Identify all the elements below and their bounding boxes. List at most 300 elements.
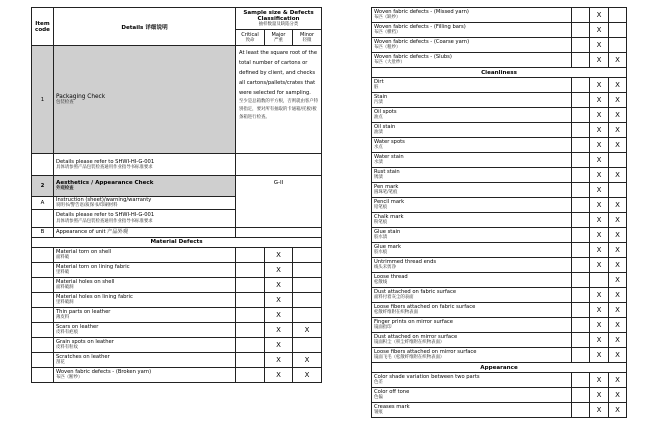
row-code [32,322,54,337]
critical-mark [572,273,590,288]
defect-name-zh: 铅笔痕 [374,205,388,211]
critical-mark [572,303,590,318]
defect-name: Untrimmed thread ends [374,259,437,266]
defect-description [54,352,236,367]
critical-mark [572,243,590,258]
aesthetics-b-line: Appearance of unit 产品外观 [54,227,236,237]
defect-name-zh: 水渍 [374,160,383,166]
right-defects-table [371,7,627,418]
defect-name-zh: 色差 [374,380,383,386]
aesthetics-b-blank [236,227,322,237]
major-mark: X [590,333,609,348]
defect-name-zh: 污渍 [374,100,383,106]
row-code [32,337,54,352]
header-row [32,8,322,30]
defect-name-zh: 镜面飞毛（松散纤维附在织物表面） [374,355,445,361]
aesthetics-code: 2 [32,176,54,197]
critical-mark [572,318,590,333]
defect-name-zh: 脏 [374,85,379,91]
defect-name: Scars on leather [56,323,99,330]
defect-name-zh: 里料破 [56,270,70,276]
critical-mark [572,288,590,303]
defect-row [32,277,322,292]
defect-name: Pencil mark [374,199,405,206]
defect-row [372,288,627,303]
minor-mark: X [609,108,627,123]
row-code [32,277,54,292]
defect-name: Woven fabric defects - (Slubs) [374,54,452,61]
minor-mark: X [609,333,627,348]
defect-name: Material torn on lining fabric [56,263,130,270]
major-mark: X [265,247,293,262]
minor-mark: X [609,318,627,333]
defect-row [372,273,627,288]
major-mark: X [590,38,609,53]
defect-name: Rust stain [374,169,400,176]
critical-mark [572,388,590,403]
aesthetics-b-code: B [32,227,54,237]
defect-name-zh: 布匹（断纱） [56,375,83,381]
item-code-header: Item code [32,8,54,46]
row-code [32,367,54,382]
defect-description [372,8,572,23]
minor-label: Minor [300,31,315,38]
minor-mark [609,8,627,23]
critical-mark [572,348,590,363]
defect-name: Thin parts on leather [56,308,111,315]
defect-name: Dust attached on fabric surface [374,289,457,296]
defect-description [54,262,236,277]
defect-name: Water spots [374,139,405,146]
woven-defects-body [372,8,627,68]
defect-description [372,348,572,363]
appearance-section-row [372,363,627,373]
minor-mark: X [609,348,627,363]
packaging-sampling-text-zh: 至少是总箱数的平方根，否则就由客户特别指定，要对所有抽取的卡通箱/托板/板条箱进行检查。 [239,99,319,120]
defect-name: Scratches on leather [56,353,110,360]
critical-mark [236,292,265,307]
defect-description [372,198,572,213]
major-mark: X [590,348,609,363]
appearance-heading: Appearance [372,363,627,373]
critical-mark [572,213,590,228]
defect-name: Material holes on lining fabric [56,293,133,300]
defect-description [372,168,572,183]
defect-description [372,388,572,403]
minor-mark [293,307,322,322]
major-mark: X [265,277,293,292]
sample-size-label-zh: 抽样数量及缺陷分类 [258,21,299,27]
defect-name: Material torn on shell [56,248,112,255]
defect-description [54,367,236,382]
major-mark: X [590,243,609,258]
defect-name-zh: 面料破洞 [56,285,74,291]
aesthetics-a-line2: Details please refer to SHWI-HI-G-001 [56,212,155,219]
defect-row [372,53,627,68]
material-defects-body [32,247,322,382]
packaging-details-code [32,154,54,176]
defect-row [372,213,627,228]
defect-row [372,93,627,108]
defect-name-zh: 薄皮料 [56,315,70,321]
defect-description [54,292,236,307]
defect-description [372,273,572,288]
minor-mark: X [609,273,627,288]
critical-mark [572,168,590,183]
major-mark: X [590,183,609,198]
defect-row [32,322,322,337]
packaging-sampling-cell [236,46,322,154]
defect-name: Material holes on shell [56,278,115,285]
major-mark: X [590,23,609,38]
cleanliness-body [372,78,627,363]
defect-description [372,228,572,243]
critical-mark [236,352,265,367]
minor-mark [293,337,322,352]
major-mark: X [590,153,609,168]
critical-mark [572,53,590,68]
critical-mark [572,198,590,213]
defect-name: Woven fabric defects - (Broken yarn) [56,368,152,375]
defect-name-zh: 胶水渍 [374,235,388,241]
aesthetics-title: Aesthetics / Appearance Check [56,180,154,187]
critical-mark [572,333,590,348]
defect-description [372,23,572,38]
minor-mark [293,247,322,262]
minor-mark: X [609,78,627,93]
major-mark: X [265,307,293,322]
aesthetics-a-line1-cell [54,197,236,210]
major-mark: X [590,198,609,213]
minor-mark: X [609,138,627,153]
defect-name: Loose fibers attached on fabric surface [374,304,476,311]
critical-mark [572,123,590,138]
minor-mark [293,292,322,307]
minor-mark [609,183,627,198]
defect-name-zh: 镜面指印 [374,325,392,331]
defect-description [372,333,572,348]
defect-row [32,292,322,307]
critical-mark [572,8,590,23]
defect-description [372,288,572,303]
defect-description [372,108,572,123]
defect-name-zh: 布匹（粗纱） [374,45,401,51]
minor-mark: X [609,403,627,418]
major-mark [590,273,609,288]
major-mark: X [265,352,293,367]
major-mark: X [590,373,609,388]
defect-description [372,123,572,138]
defect-name-zh: 线头未剪净 [374,265,396,271]
minor-mark: X [293,322,322,337]
defect-name-zh: 圆珠笔/笔痕 [374,190,398,196]
minor-mark: X [293,367,322,382]
cleanliness-section-row [372,68,627,78]
defect-name-zh: 皱痕 [374,410,383,416]
defect-description [372,138,572,153]
defect-name-zh: 镜面积尘（积尘纤维附在织物表面） [374,340,445,346]
defect-name-zh: 布匹（缺纱） [374,15,401,21]
minor-header [293,30,322,46]
row-code [32,292,54,307]
aesthetics-a2-code [32,209,54,227]
defect-row [32,262,322,277]
defect-name: Chalk mark [374,214,404,221]
defect-row [32,367,322,382]
defect-description [372,78,572,93]
critical-mark [572,228,590,243]
defect-description [372,243,572,258]
packaging-details-blank [236,154,322,176]
defect-name-zh: 松散纤维附在织物表面 [374,310,418,316]
major-mark: X [590,138,609,153]
critical-mark [236,277,265,292]
defect-row [372,8,627,23]
sample-size-label: Sample size & Defects Classification [243,9,314,22]
minor-mark [609,38,627,53]
defect-name: Loose thread [374,274,408,281]
packaging-title-cell [54,46,236,154]
packaging-details-zh: 具体请参照产品包装检查通用作业指导书标准要求 [56,164,153,170]
critical-mark [572,373,590,388]
critical-mark [572,78,590,93]
defect-name-zh: 布匹（大肚纱） [374,60,405,66]
minor-mark: X [609,93,627,108]
major-header [265,30,293,46]
aesthetics-level: G-II [236,176,322,228]
appearance-body [372,373,627,418]
minor-mark: X [609,168,627,183]
aesthetics-row [32,176,322,197]
defect-name-zh: 皮料有粒纹 [56,345,78,351]
critical-mark [236,322,265,337]
defect-name-zh: 刮花 [56,360,65,366]
critical-mark [572,23,590,38]
major-mark: X [265,337,293,352]
row-code [32,352,54,367]
minor-mark: X [609,373,627,388]
material-defects-section-row [32,237,322,247]
defect-name: Color off tone [374,389,410,396]
minor-mark [609,23,627,38]
defect-name: Creases mark [374,404,410,411]
defect-description [54,322,236,337]
aesthetics-a-line2-zh: 具体请参照产品包装检查通用作业指导书标准要求 [56,218,153,224]
defect-description [372,38,572,53]
defect-row [372,243,627,258]
defect-name-zh: 里料破洞 [56,300,74,306]
minor-mark: X [609,213,627,228]
critical-mark [572,183,590,198]
defect-description [372,373,572,388]
defect-description [372,318,572,333]
defect-description [372,303,572,318]
major-label: Major [271,31,286,38]
sample-size-header [236,8,322,30]
defect-name: Glue mark [374,244,401,251]
aesthetics-a-code: A [32,197,54,210]
major-mark: X [265,367,293,382]
defect-description [372,183,572,198]
major-mark: X [590,303,609,318]
packaging-title-zh: 包装检查 [56,99,74,105]
defect-row [372,198,627,213]
defect-name-zh: 油点 [374,115,383,121]
major-mark: X [590,258,609,273]
defect-row [372,348,627,363]
packaging-title: Packaging Check [56,93,106,100]
packaging-code: 1 [32,46,54,154]
defect-row [372,23,627,38]
critical-label: Critical [241,31,259,38]
defect-name-zh: 油渍 [374,130,383,136]
packaging-row [32,46,322,154]
defect-description [54,307,236,322]
defect-name: Dirt [374,79,384,86]
defect-row [372,303,627,318]
defect-name: Dust attached on mirror surface [374,334,458,341]
major-mark: X [265,292,293,307]
cleanliness-heading: Cleanliness [372,68,627,78]
major-mark: X [590,108,609,123]
aesthetics-title-zh: 外观检查 [56,186,74,192]
packaging-sampling-text: At least the square root of the total number of cartons or defined by client, and checks all cartons/pallets/crates that were selected for sampling. [239,50,318,96]
critical-mark [236,307,265,322]
minor-mark: X [293,352,322,367]
minor-mark: X [609,303,627,318]
critical-mark [572,93,590,108]
defect-name: Stain [374,94,388,101]
defect-description [54,337,236,352]
defect-name-zh: 粉笔痕 [374,220,388,226]
packaging-details-row [32,154,322,176]
major-mark: X [590,388,609,403]
major-mark: X [590,78,609,93]
defect-name: Woven fabric defects - (Missed yarn) [374,9,469,16]
defect-row [372,138,627,153]
defect-row [372,318,627,333]
defect-row [372,123,627,138]
defect-name: Woven fabric defects - (Filling bars) [374,24,466,31]
defect-row [372,153,627,168]
minor-mark [609,153,627,168]
defect-name: Color shade variation between two parts [374,374,480,381]
defect-name: Loose fibers attached on mirror surface [374,349,477,356]
minor-mark: X [609,288,627,303]
material-defects-heading: Material Defects [32,237,322,247]
critical-mark [236,367,265,382]
defect-row [32,307,322,322]
left-defects-table [31,7,322,383]
critical-label-zh: 致命 [245,37,255,43]
defect-description [372,258,572,273]
major-mark: X [590,93,609,108]
defect-name: Pen mark [374,184,399,191]
defect-row [372,373,627,388]
defect-row [372,258,627,273]
minor-label-zh: 轻微 [302,37,312,43]
defect-description [372,403,572,418]
defect-name: Glue stain [374,229,401,236]
details-header: Details 详细说明 [54,8,236,46]
major-mark: X [590,318,609,333]
packaging-details: Details please refer to SHWI-HI-G-001 [56,158,155,165]
critical-mark [572,153,590,168]
defect-row [372,183,627,198]
defect-row [372,38,627,53]
defect-row [372,78,627,93]
aesthetics-title-cell [54,176,236,197]
major-mark: X [590,403,609,418]
defect-description [54,277,236,292]
defect-row [372,388,627,403]
defect-description [372,153,572,168]
major-label-zh: 严重 [274,37,283,43]
defect-row [32,337,322,352]
minor-mark: X [609,388,627,403]
critical-header [236,30,265,46]
critical-mark [572,258,590,273]
defect-description [54,247,236,262]
major-mark: X [590,168,609,183]
minor-mark: X [609,53,627,68]
critical-mark [572,138,590,153]
defect-name: Oil spots [374,109,397,116]
aesthetics-a-line1: Instruction (sheet)/warning/warranty [56,197,152,203]
major-mark: X [590,213,609,228]
defect-name: Woven fabric defects - (Coarse yarn) [374,39,470,46]
major-mark: X [590,288,609,303]
defect-name-zh: 水点 [374,145,383,151]
major-mark: X [590,53,609,68]
packaging-details-cell [54,154,236,176]
major-mark: X [590,8,609,23]
minor-mark: X [609,123,627,138]
defect-description [372,213,572,228]
defect-description [372,93,572,108]
defect-name-zh: 面料破 [56,255,70,261]
minor-mark: X [609,198,627,213]
defect-name: Water stain [374,154,404,161]
defect-name-zh: 锈渍 [374,175,383,181]
defect-name-zh: 胶水痕 [374,250,388,256]
minor-mark: X [609,243,627,258]
defect-name-zh: 松散线 [374,280,388,286]
defect-row [372,403,627,418]
critical-mark [572,108,590,123]
defect-name-zh: 面料付着灰尘的表面 [374,295,414,301]
major-mark: X [265,322,293,337]
critical-mark [236,337,265,352]
row-code [32,262,54,277]
minor-mark [293,277,322,292]
defect-row [372,108,627,123]
defect-row [372,333,627,348]
minor-mark: X [609,258,627,273]
defect-name: Grain spots on leather [56,338,114,345]
major-mark: X [265,262,293,277]
row-code [32,307,54,322]
minor-mark [293,262,322,277]
defect-description [372,53,572,68]
critical-mark [236,262,265,277]
defect-name-zh: 皮料有疤痕 [56,330,78,336]
row-code [32,247,54,262]
defect-name-zh: 色偏 [374,395,383,401]
defect-name-zh: 布匹（横档） [374,30,401,36]
aesthetics-a-line1-zh: 说明书/警告语/质保书/印刷材料 [56,203,118,209]
defect-name: Finger prints on mirror surface [374,319,453,326]
